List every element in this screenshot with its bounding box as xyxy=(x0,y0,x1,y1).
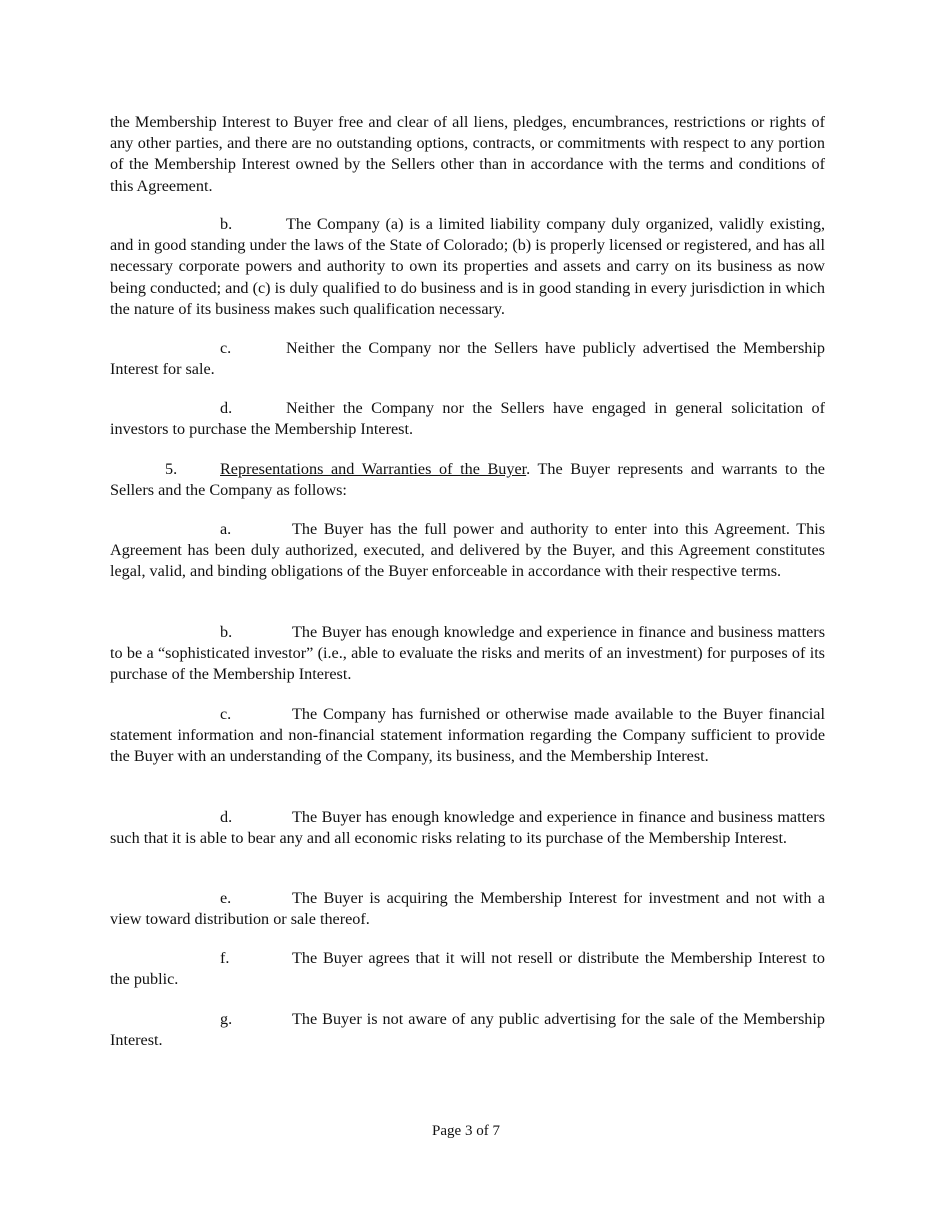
item-label: d. xyxy=(220,808,233,826)
section-heading: Representations and Warranties of the Buyer xyxy=(220,460,527,478)
item-label: f. xyxy=(220,949,230,967)
page-number: Page 3 of 7 xyxy=(432,1123,500,1139)
item-text: The Buyer is acquiring the Membership Interest for investment and not with a view toward distribution or sale thereof. xyxy=(110,889,825,929)
section-number: 5. xyxy=(165,460,178,478)
paragraph-4c xyxy=(110,338,825,380)
item-label: b. xyxy=(220,623,233,641)
item-label: d. xyxy=(220,399,233,417)
paragraph-5g xyxy=(110,1009,825,1051)
item-text: Neither the Company nor the Sellers have engaged in general solicitation of investors to purchase the Membership Interest. xyxy=(110,399,825,439)
item-text: The Buyer has the full power and authority to enter into this Agreement. This Agreement has been duly authorized, executed, and delivered by the Buyer, and this Agreement constitutes legal, valid, and binding obligations of the Buyer enforceable in accordance with their respective terms. xyxy=(110,520,825,581)
item-text: The Buyer has enough knowledge and experience in finance and business matters such that it is able to bear any and all economic risks relating to its purchase of the Membership Interest. xyxy=(110,808,825,848)
item-text: The Buyer is not aware of any public advertising for the sale of the Membership Interest. xyxy=(110,1010,825,1050)
paragraph-intro-text: the Membership Interest to Buyer free and clear of all liens, pledges, encumbrances, restrictions or rights of any other parties, and there are no outstanding options, contracts, or commitments with respect to any portion of the Membership Interest owned by the Sellers other than in accordance with the terms and conditions of this Agreement. xyxy=(110,113,825,195)
section-5 xyxy=(110,459,825,501)
item-text: The Company has furnished or otherwise made available to the Buyer financial statement information and non-financial statement information regarding the Company sufficient to provide the Buyer with an understanding of the Company, its business, and the Membership Interest. xyxy=(110,705,825,766)
paragraph-5c xyxy=(110,704,825,768)
item-text: Neither the Company nor the Sellers have publicly advertised the Membership Interest for sale. xyxy=(110,339,825,379)
item-text: The Buyer agrees that it will not resell or distribute the Membership Interest to the public. xyxy=(110,949,825,989)
paragraph-intro xyxy=(110,112,825,197)
paragraph-4b xyxy=(110,214,825,320)
item-label: e. xyxy=(220,889,232,907)
paragraph-4d xyxy=(110,398,825,440)
paragraph-5a xyxy=(110,519,825,583)
item-label: c. xyxy=(220,339,232,357)
paragraph-5b xyxy=(110,622,825,686)
paragraph-5d xyxy=(110,807,825,849)
item-label: g. xyxy=(220,1010,233,1028)
paragraph-5e xyxy=(110,888,825,930)
paragraph-5f xyxy=(110,948,825,990)
item-text: The Buyer has enough knowledge and experience in finance and business matters to be a “sophisticated investor” (i.e., able to evaluate the risks and merits of an investment) for purposes of its purchase of the Membership Interest. xyxy=(110,623,825,684)
item-label: c. xyxy=(220,705,232,723)
item-label: a. xyxy=(220,520,232,538)
section-text: . The Buyer represents and warrants to the Sellers and the Company as follows: xyxy=(110,460,825,500)
item-text: The Company (a) is a limited liability company duly organized, validly existing, and in good standing under the laws of the State of Colorado; (b) is properly licensed or registered, and has all necessary corporate powers and authority to own its properties and assets and carry on its business as now being conducted; and (c) is duly qualified to do business and is in good standing in every jurisdiction in which the nature of its business makes such qualification necessary. xyxy=(110,215,825,318)
item-label: b. xyxy=(220,215,233,233)
